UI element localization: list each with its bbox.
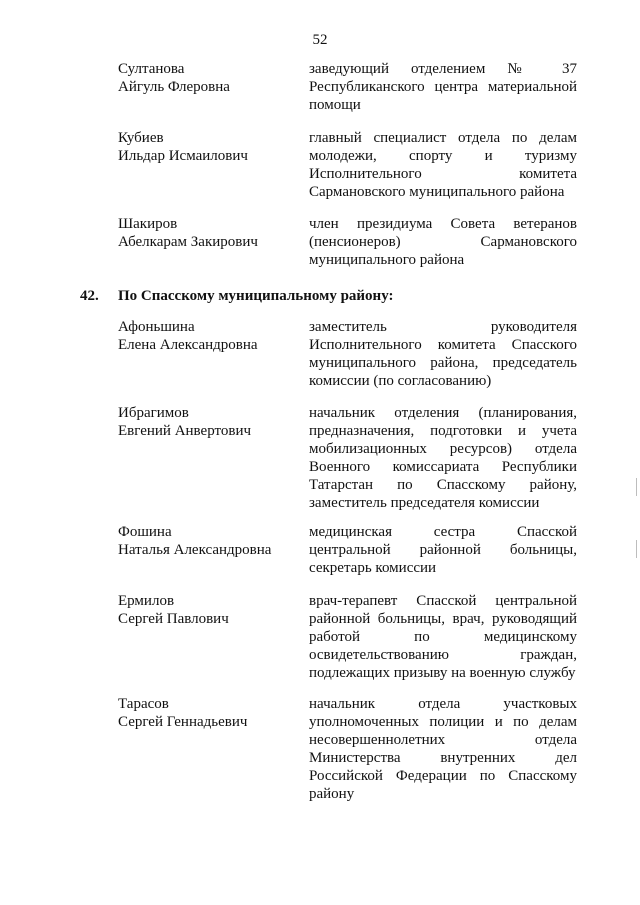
member-given-names: Сергей Геннадьевич bbox=[118, 714, 248, 730]
member-position: заместитель руководителя Исполнительного комитета Спасского муниципального района, председатель комиссии (по согласованию) bbox=[309, 319, 577, 389]
member-name bbox=[118, 60, 298, 96]
member-position: медицинская сестра Спасской центральной районной больницы, секретарь комиссии bbox=[309, 524, 577, 576]
member-position: главный специалист отдела по делам молодежи, спорту и туризму Исполнительного комитета Сармановского муниципального района bbox=[309, 130, 577, 200]
member-surname: Султанова bbox=[118, 61, 185, 77]
member-position: начальник отделения (планирования, предназначения, подготовки и учета мобилизационных ресурсов) отдела Военного комиссариата Республики Татарстан по Спасскому району, заместитель председателя комиссии bbox=[309, 405, 577, 511]
scan-mark bbox=[636, 478, 637, 496]
member-name bbox=[118, 215, 298, 251]
member-given-names: Ильдар Исмаилович bbox=[118, 148, 248, 164]
member-surname: Шакиров bbox=[118, 216, 178, 232]
member-surname: Фошина bbox=[118, 524, 172, 540]
section-heading bbox=[80, 288, 394, 305]
scan-mark bbox=[636, 540, 637, 558]
member-given-names: Елена Александровна bbox=[118, 337, 258, 353]
member-surname: Тарасов bbox=[118, 696, 169, 712]
member-name bbox=[118, 592, 298, 628]
member-surname: Афоньшина bbox=[118, 319, 195, 335]
member-surname: Ибрагимов bbox=[118, 405, 189, 421]
member-position: начальник отдела участковых уполномоченных полиции и по делам несовершеннолетних отдела Министерства внутренних дел Российской Федерации по Спасскому району bbox=[309, 696, 577, 802]
member-given-names: Абелкарам Закирович bbox=[118, 234, 258, 250]
member-name bbox=[118, 404, 298, 440]
member-name bbox=[118, 695, 298, 731]
member-name bbox=[118, 523, 298, 559]
member-position: врач-терапевт Спасской центральной районной больницы, врач, руководящий работой по медицинскому освидетельствованию граждан, подлежащих призыву на военную службу bbox=[309, 593, 577, 681]
member-given-names: Евгений Анвертович bbox=[118, 423, 252, 439]
section-title: По Спасскому муниципальному району: bbox=[118, 288, 394, 304]
member-surname: Кубиев bbox=[118, 130, 164, 146]
member-position: член президиума Совета ветеранов (пенсионеров) Сармановского муниципального района bbox=[309, 216, 577, 268]
member-position: заведующий отделением № 37 Республиканского центра материальной помощи bbox=[309, 61, 577, 113]
page-number: 52 bbox=[312, 32, 328, 48]
member-name bbox=[118, 129, 298, 165]
member-surname: Ермилов bbox=[118, 593, 175, 609]
member-given-names: Сергей Павлович bbox=[118, 611, 229, 627]
section-number: 42. bbox=[80, 288, 99, 304]
member-given-names: Наталья Александровна bbox=[118, 542, 272, 558]
member-given-names: Айгуль Флеровна bbox=[118, 79, 230, 95]
member-name bbox=[118, 318, 298, 354]
